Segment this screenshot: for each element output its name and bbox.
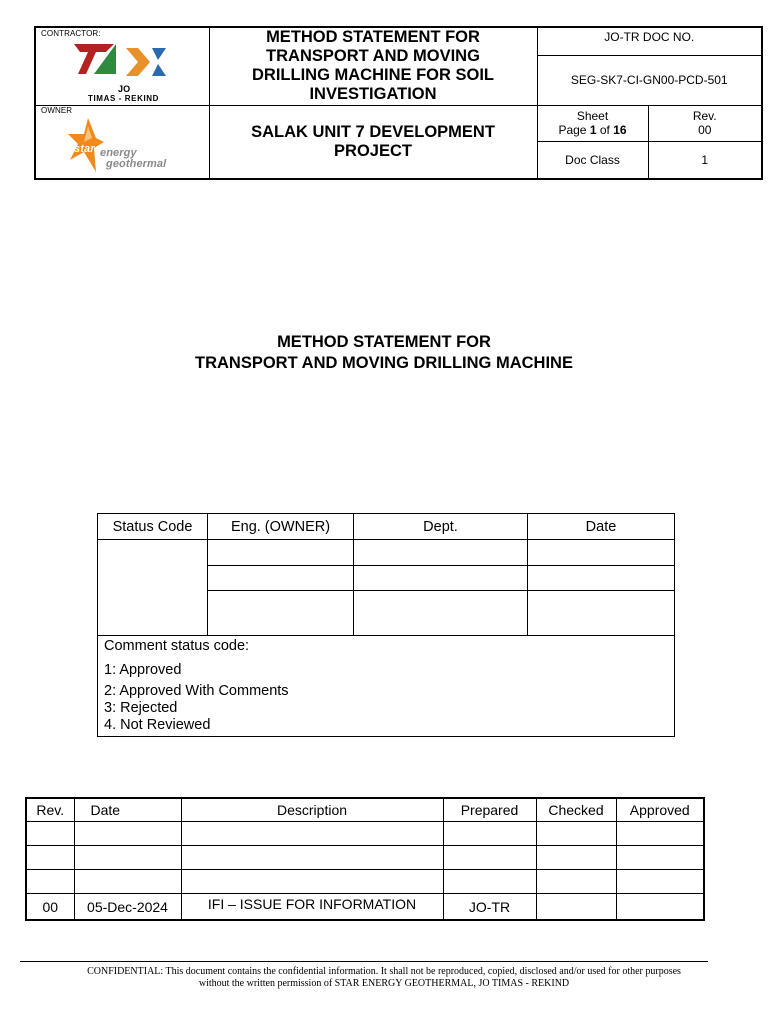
revision-cell bbox=[181, 846, 443, 870]
rev-label: Rev. bbox=[692, 109, 717, 123]
status-header: Date bbox=[528, 514, 675, 540]
doc-class-value: 1 bbox=[648, 141, 762, 179]
revision-cell bbox=[536, 822, 616, 846]
status-header: Dept. bbox=[354, 514, 528, 540]
revision-cell bbox=[616, 870, 704, 894]
revision-cell bbox=[616, 846, 704, 870]
doc-no-value: SEG-SK7-CI-GN00-PCD-501 bbox=[537, 55, 762, 105]
contractor-logo-name: TIMAS - REKIND bbox=[88, 94, 160, 103]
status-cell bbox=[208, 566, 354, 591]
status-code-cell bbox=[98, 540, 208, 636]
status-table bbox=[97, 513, 675, 737]
revision-header: Prepared bbox=[443, 798, 536, 822]
revision-cell bbox=[74, 870, 181, 894]
revision-cell bbox=[74, 822, 181, 846]
confidentiality-footer bbox=[40, 966, 728, 990]
revision-cell bbox=[181, 822, 443, 846]
revision-cell bbox=[443, 822, 536, 846]
contractor-label: CONTRACTOR: bbox=[41, 29, 101, 38]
revision-table bbox=[25, 797, 705, 921]
status-cell bbox=[528, 591, 675, 636]
owner-logo-geothermal: geothermal bbox=[106, 157, 167, 170]
sheet-label: Sheet bbox=[576, 109, 609, 123]
project-line: SALAK UNIT 7 DEVELOPMENT bbox=[251, 122, 495, 141]
revision-cell: 05-Dec-2024 bbox=[74, 894, 181, 921]
table-row bbox=[26, 846, 704, 870]
footer-line: CONFIDENTIAL: This document contains the confidential information. It shall not be reproduced, copied, disclosed and/or used for other purposes bbox=[87, 966, 681, 977]
status-code-item: 2: Approved With Comments bbox=[104, 683, 289, 699]
title-line: INVESTIGATION bbox=[309, 85, 437, 104]
page-of: of bbox=[596, 123, 614, 137]
revision-cell: IFI – ISSUE FOR INFORMATION bbox=[181, 894, 443, 921]
status-cell bbox=[208, 591, 354, 636]
revision-cell bbox=[443, 870, 536, 894]
document-title bbox=[209, 27, 537, 105]
owner-logo-energy: energy bbox=[100, 146, 137, 159]
sheet-cell bbox=[537, 105, 648, 141]
owner-cell bbox=[35, 105, 209, 179]
revision-cell bbox=[26, 846, 74, 870]
revision-cell bbox=[616, 822, 704, 846]
revision-cell: 00 bbox=[26, 894, 74, 921]
title-line: METHOD STATEMENT FOR bbox=[266, 28, 480, 47]
revision-cell: JO-TR bbox=[443, 894, 536, 921]
table-row bbox=[26, 822, 704, 846]
page-prefix: Page bbox=[558, 123, 590, 137]
status-cell bbox=[354, 591, 528, 636]
title-line: TRANSPORT AND MOVING bbox=[266, 47, 480, 66]
project-line: PROJECT bbox=[334, 141, 412, 160]
contractor-logo bbox=[72, 42, 172, 88]
revision-cell bbox=[74, 846, 181, 870]
main-title-line: METHOD STATEMENT FOR bbox=[277, 333, 491, 351]
revision-cell bbox=[536, 894, 616, 921]
document-header bbox=[34, 26, 763, 180]
comment-status-cell bbox=[98, 636, 675, 737]
revision-cell bbox=[181, 870, 443, 894]
revision-cell bbox=[616, 894, 704, 921]
status-code-item: 4. Not Reviewed bbox=[104, 717, 211, 733]
owner-label: OWNER bbox=[41, 105, 73, 115]
main-title-line: TRANSPORT AND MOVING DRILLING MACHINE bbox=[195, 354, 573, 372]
comment-status-title: Comment status code: bbox=[104, 638, 250, 654]
status-cell bbox=[528, 540, 675, 566]
page-current: 1 bbox=[589, 123, 597, 137]
status-cell bbox=[528, 566, 675, 591]
page-total: 16 bbox=[613, 123, 627, 137]
status-cell bbox=[354, 566, 528, 591]
revision-header: Checked bbox=[536, 798, 616, 822]
table-row bbox=[26, 894, 704, 921]
doc-no-label: JO-TR DOC NO. bbox=[537, 27, 762, 55]
main-title bbox=[0, 332, 768, 374]
rev-cell bbox=[648, 105, 762, 141]
status-header: Eng. (OWNER) bbox=[208, 514, 354, 540]
revision-cell bbox=[536, 870, 616, 894]
table-row bbox=[26, 870, 704, 894]
revision-cell bbox=[443, 846, 536, 870]
title-line: DRILLING MACHINE FOR SOIL bbox=[252, 66, 494, 85]
footer-divider bbox=[20, 961, 708, 962]
rev-value: 00 bbox=[698, 123, 712, 137]
footer-line: without the written permission of STAR ENERGY GEOTHERMAL, JO TIMAS - REKIND bbox=[198, 978, 570, 989]
revision-cell bbox=[26, 870, 74, 894]
owner-logo-star: star bbox=[74, 142, 95, 155]
revision-cell bbox=[26, 822, 74, 846]
revision-cell bbox=[536, 846, 616, 870]
revision-header: Rev. bbox=[26, 798, 74, 822]
contractor-logo-jo: JO bbox=[118, 84, 131, 94]
status-cell bbox=[208, 540, 354, 566]
status-header: Status Code bbox=[98, 514, 208, 540]
contractor-cell bbox=[35, 27, 209, 105]
page-number bbox=[538, 123, 648, 137]
revision-header: Description bbox=[181, 798, 443, 822]
revision-header: Date bbox=[74, 798, 181, 822]
doc-class-label: Doc Class bbox=[537, 141, 648, 179]
status-code-item: 1: Approved bbox=[104, 662, 182, 678]
project-title bbox=[209, 105, 537, 179]
status-code-item: 3: Rejected bbox=[104, 700, 178, 716]
revision-header: Approved bbox=[616, 798, 704, 822]
status-cell bbox=[354, 540, 528, 566]
